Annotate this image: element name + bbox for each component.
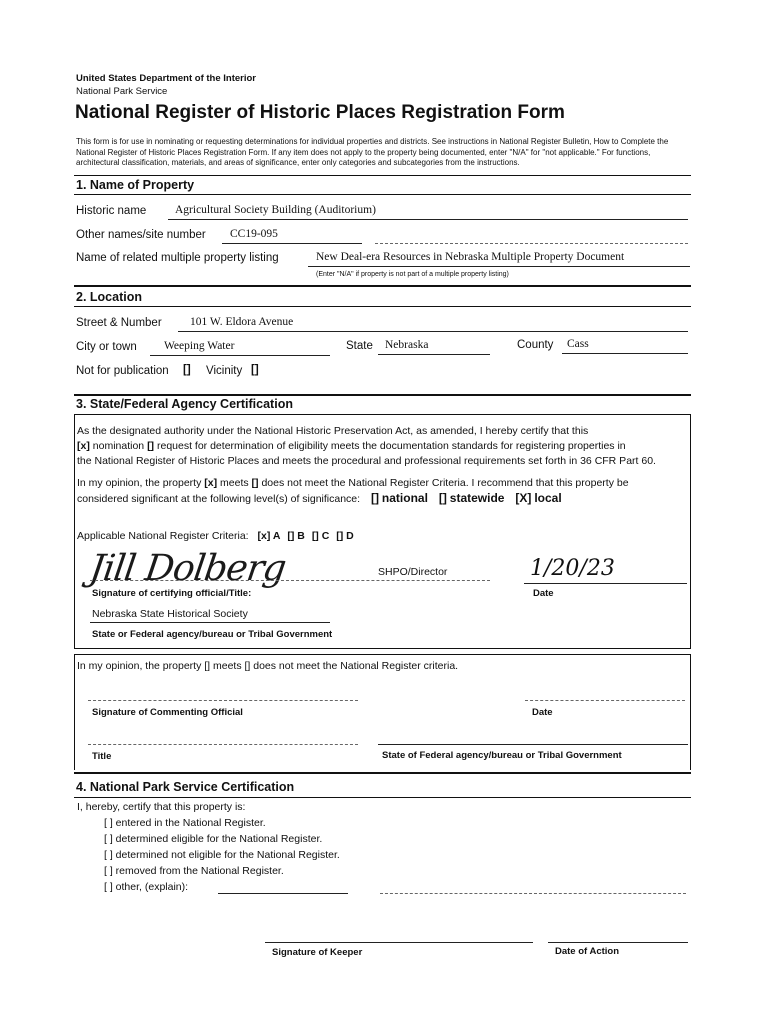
agency-line xyxy=(90,622,330,623)
other-explain-dash xyxy=(380,893,686,894)
city-value[interactable]: Weeping Water xyxy=(164,340,235,352)
certification-line-3: the National Register of Historic Places and meets the procedural and professional requirements set forth in 36 CFR Part 60. xyxy=(77,455,656,467)
commenting-official-label: Signature of Commenting Official xyxy=(92,707,243,718)
other-names-line xyxy=(222,243,362,244)
historic-name-line xyxy=(168,219,688,220)
other-explain-line xyxy=(218,893,348,894)
nps-option-eligible[interactable]: [ ] determined eligible for the National Register. xyxy=(104,833,323,845)
agency-value: Nebraska State Historical Society xyxy=(92,608,248,620)
state-line xyxy=(378,354,490,355)
county-line xyxy=(562,353,688,354)
national-checkbox[interactable]: [] xyxy=(371,491,379,505)
section-divider xyxy=(74,306,691,307)
signature-label: Signature of certifying official/Title: xyxy=(92,588,252,599)
service-name: National Park Service xyxy=(76,86,168,97)
national-label: national xyxy=(381,491,428,505)
nps-option-other[interactable]: [ ] other, (explain): xyxy=(104,881,189,893)
section-divider xyxy=(74,175,691,176)
city-label: City or town xyxy=(76,341,137,353)
nps-intro: I, hereby, certify that this property is: xyxy=(77,801,246,813)
handwritten-date: 1/20/23 xyxy=(530,556,615,581)
statewide-checkbox[interactable]: [] xyxy=(438,491,447,505)
action-date-line xyxy=(548,942,688,943)
request-label: request for determination of eligibility meets the documentation standards for registering properties in xyxy=(156,440,626,452)
comment-agency-line xyxy=(378,744,688,745)
historic-name-label: Historic name xyxy=(76,205,147,217)
nps-option-not-eligible[interactable]: [ ] determined not eligible for the National Register. xyxy=(104,849,340,861)
criteria-c-checkbox[interactable]: [] C xyxy=(311,530,330,542)
commenting-date-label: Date xyxy=(532,707,553,718)
title-line xyxy=(88,744,358,745)
meets-checkbox[interactable]: [x] xyxy=(204,477,218,489)
department-name: United States Department of the Interior xyxy=(76,73,256,84)
section-divider xyxy=(74,285,691,287)
date-line xyxy=(524,583,687,584)
keeper-signature-line xyxy=(265,942,533,943)
criteria-a-checkbox[interactable]: [x] A xyxy=(257,530,281,542)
signature-line xyxy=(90,580,490,581)
multiple-property-note: (Enter "N/A" if property is not part of a multiple property listing) xyxy=(316,271,509,278)
does-not-meet-checkbox[interactable]: [] xyxy=(251,477,259,489)
statewide-label: statewide xyxy=(449,491,505,505)
multiple-property-value[interactable]: New Deal-era Resources in Nebraska Multiple Property Document xyxy=(316,251,625,263)
state-value[interactable]: Nebraska xyxy=(385,339,429,351)
city-line xyxy=(150,355,330,356)
criteria-label: Applicable National Register Criteria: xyxy=(77,530,249,542)
keeper-label: Signature of Keeper xyxy=(272,947,363,958)
criteria-d-checkbox[interactable]: [] D xyxy=(336,530,354,542)
section-2-heading: 2. Location xyxy=(76,290,142,304)
request-checkbox[interactable]: [] xyxy=(147,440,155,452)
county-value[interactable]: Cass xyxy=(567,338,589,350)
agency-label: State or Federal agency/bureau or Tribal Government xyxy=(92,629,333,640)
section-divider xyxy=(74,648,691,649)
comment-opinion-text: In my opinion, the property [] meets [] does not meet the National Register criteria. xyxy=(77,660,459,672)
section-3-heading: 3. State/Federal Agency Certification xyxy=(76,397,293,411)
historic-name-value[interactable]: Agricultural Society Building (Auditorium) xyxy=(175,204,376,216)
form-instructions: This form is for use in nominating or requesting determinations for individual properties and districts. See instructions in National Register Bulletin, How to Complete the National Register of Historic Places Registration Form. If any item does not apply to the property being documented, enter "N/A" for "not applicable." For functions, architectural classification, materials, and areas of significance, enter only categories and subcategories from the instructions. xyxy=(76,137,669,167)
certification-line-1: As the designated authority under the National Historic Preservation Act, as amended, I hereby certify that this xyxy=(77,425,589,437)
opinion-text-a: In my opinion, the property xyxy=(77,477,202,489)
title-label: Title xyxy=(92,751,112,762)
nps-option-entered[interactable]: [ ] entered in the National Register. xyxy=(104,817,266,829)
section-divider xyxy=(74,414,691,415)
other-names-label: Other names/site number xyxy=(76,229,206,241)
criteria-b-checkbox[interactable]: [] B xyxy=(287,530,305,542)
commenting-signature-line xyxy=(88,700,358,701)
section-divider xyxy=(74,654,691,655)
multiple-property-line xyxy=(308,266,690,267)
not-for-publication-label: Not for publication xyxy=(76,365,169,377)
not-for-publication-checkbox[interactable]: [] xyxy=(183,364,191,376)
nomination-checkbox[interactable]: [x] xyxy=(77,440,90,452)
box-border-left xyxy=(74,654,75,770)
vicinity-label: Vicinity xyxy=(206,365,243,377)
other-names-value[interactable]: CC19-095 xyxy=(230,228,278,240)
section-divider xyxy=(74,797,691,798)
section-divider xyxy=(74,394,691,396)
commenting-date-line xyxy=(525,700,685,701)
action-date-label: Date of Action xyxy=(555,946,620,957)
state-label: State xyxy=(346,340,373,352)
form-title: National Register of Historic Places Registration Form xyxy=(75,102,565,123)
vicinity-checkbox[interactable]: [] xyxy=(251,364,259,376)
box-border-left xyxy=(74,414,75,648)
section-divider xyxy=(74,772,691,774)
street-label: Street & Number xyxy=(76,317,162,329)
county-label: County xyxy=(517,339,554,351)
nps-option-removed[interactable]: [ ] removed from the National Register. xyxy=(104,865,284,877)
handwritten-signature: Jill Dolberg xyxy=(87,548,288,589)
local-label: local xyxy=(534,491,562,505)
section-divider xyxy=(74,194,691,195)
section-1-heading: 1. Name of Property xyxy=(76,178,195,192)
comment-agency-label: State of Federal agency/bureau or Tribal Government xyxy=(382,750,622,761)
multiple-property-label: Name of related multiple property listing xyxy=(76,252,279,264)
opinion-text-c: does not meet the National Register Criteria. I recommend that this property be xyxy=(261,477,629,489)
other-names-dash xyxy=(375,243,688,244)
meets-label: meets xyxy=(220,477,249,489)
street-value[interactable]: 101 W. Eldora Avenue xyxy=(190,316,294,328)
certifying-title: SHPO/Director xyxy=(378,566,448,578)
significance-text: considered significant at the following level(s) of significance: xyxy=(77,493,361,505)
date-label: Date xyxy=(533,588,554,599)
street-line xyxy=(178,331,688,332)
box-border-right xyxy=(690,414,691,648)
local-checkbox[interactable]: [X] xyxy=(515,491,532,505)
nomination-label: nomination xyxy=(92,440,145,452)
box-border-right xyxy=(690,654,691,770)
section-4-heading: 4. National Park Service Certification xyxy=(76,780,295,794)
